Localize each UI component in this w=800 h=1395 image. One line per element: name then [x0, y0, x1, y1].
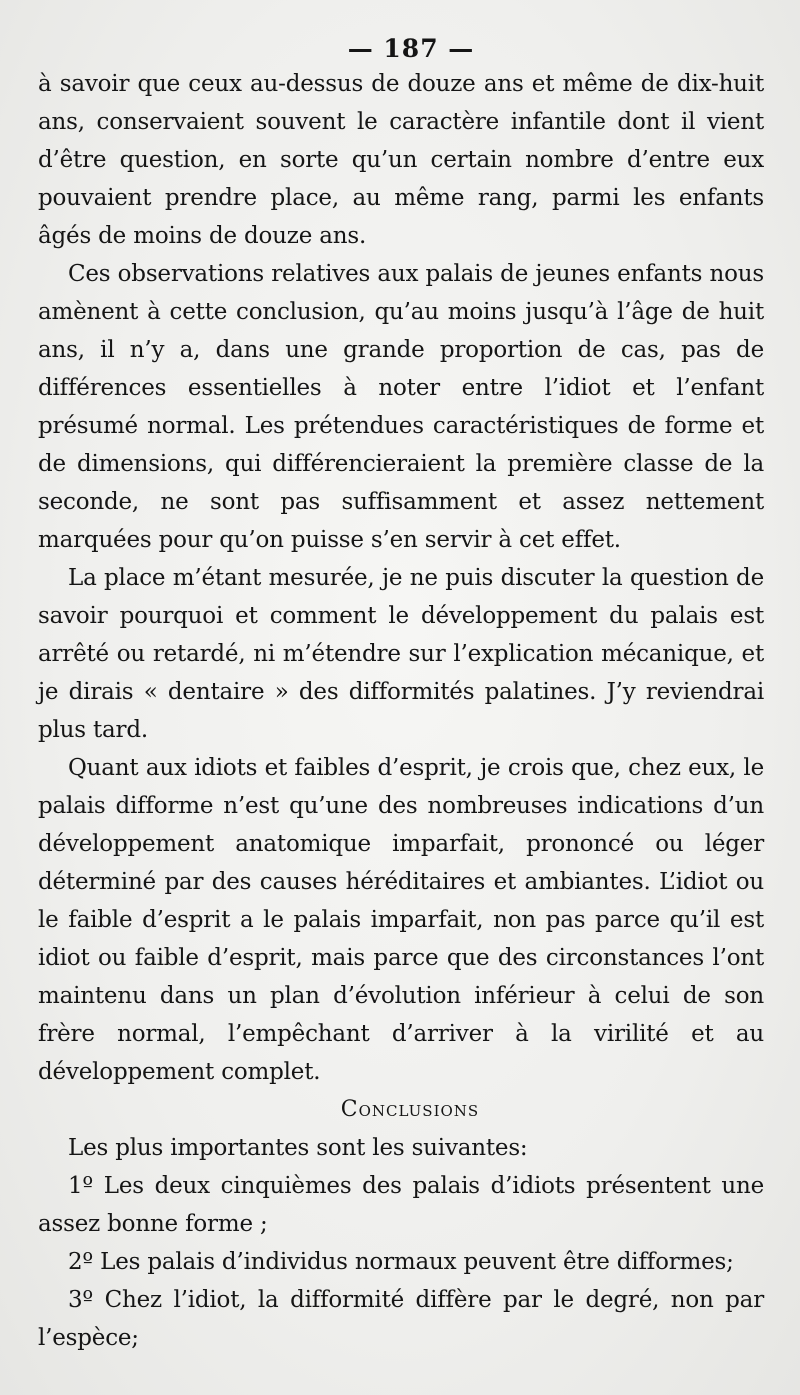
conclusion-item-3: 3º Chez l’idiot, la difformité diffère par le degré, non par l’espèce; [38, 1287, 764, 1351]
conclusion-item-2: 2º Les palais d’individus normaux peuvent être difformes; [68, 1249, 734, 1275]
conclusions-heading: Conclusions [340, 1097, 480, 1122]
paragraph-continuation: à savoir que ceux au-dessus de douze ans et même de dix-huit ans, conservaient souvent le caractère infantile dont il vient d’être question, en sorte qu’un certain nombre d’entre eux pouvaient prendre place, au même rang, parmi les enfants âgés de moins de douze ans. [38, 71, 764, 249]
conclusion-item-1: 1º Les deux cinquièmes des palais d’idiots présentent une assez bonne forme ; [38, 1173, 764, 1237]
paragraph-place-mesuree: La place m’étant mesurée, je ne puis discuter la question de savoir pourquoi et comment le développement du palais est arrêté ou retardé, ni m’étendre sur l’explication mécanique, et je dirais « dentaire » des difformités palatines. J’y reviendrai plus tard. [38, 565, 764, 743]
conclusions-intro: Les plus importantes sont les suivantes: [68, 1135, 528, 1161]
body-text [38, 65, 764, 1357]
paragraph-idiots: Quant aux idiots et faibles d’esprit, je crois que, chez eux, le palais difforme n’est qu’une des nombreuses indications d’un développement anatomique imparfait, prononcé ou léger déterminé par des causes héréditaires et ambiantes. L’idiot ou le faible d’esprit a le palais imparfait, non pas parce qu’il est idiot ou faible d’esprit, mais parce que des circonstances l’ont maintenu dans un plan d’évolution inférieur à celui de son frère normal, l’empêchant d’arriver à la virilité et au développement complet. [38, 755, 764, 1085]
page-number: — 187 — [347, 34, 475, 63]
paragraph-observations: Ces observations relatives aux palais de jeunes enfants nous amènent à cette conclusion, qu’au moins jusqu’à l’âge de huit ans, il n’y a, dans une grande proportion de cas, pas de différences essentielles à noter entre l’idiot et l’enfant présumé normal. Les prétendues caractéristiques de forme et de dimensions, qui différencieraient la première classe de la seconde, ne sont pas suffisamment et assez nettement marquées pour qu’on puisse s’en servir à cet effet. [38, 261, 764, 553]
